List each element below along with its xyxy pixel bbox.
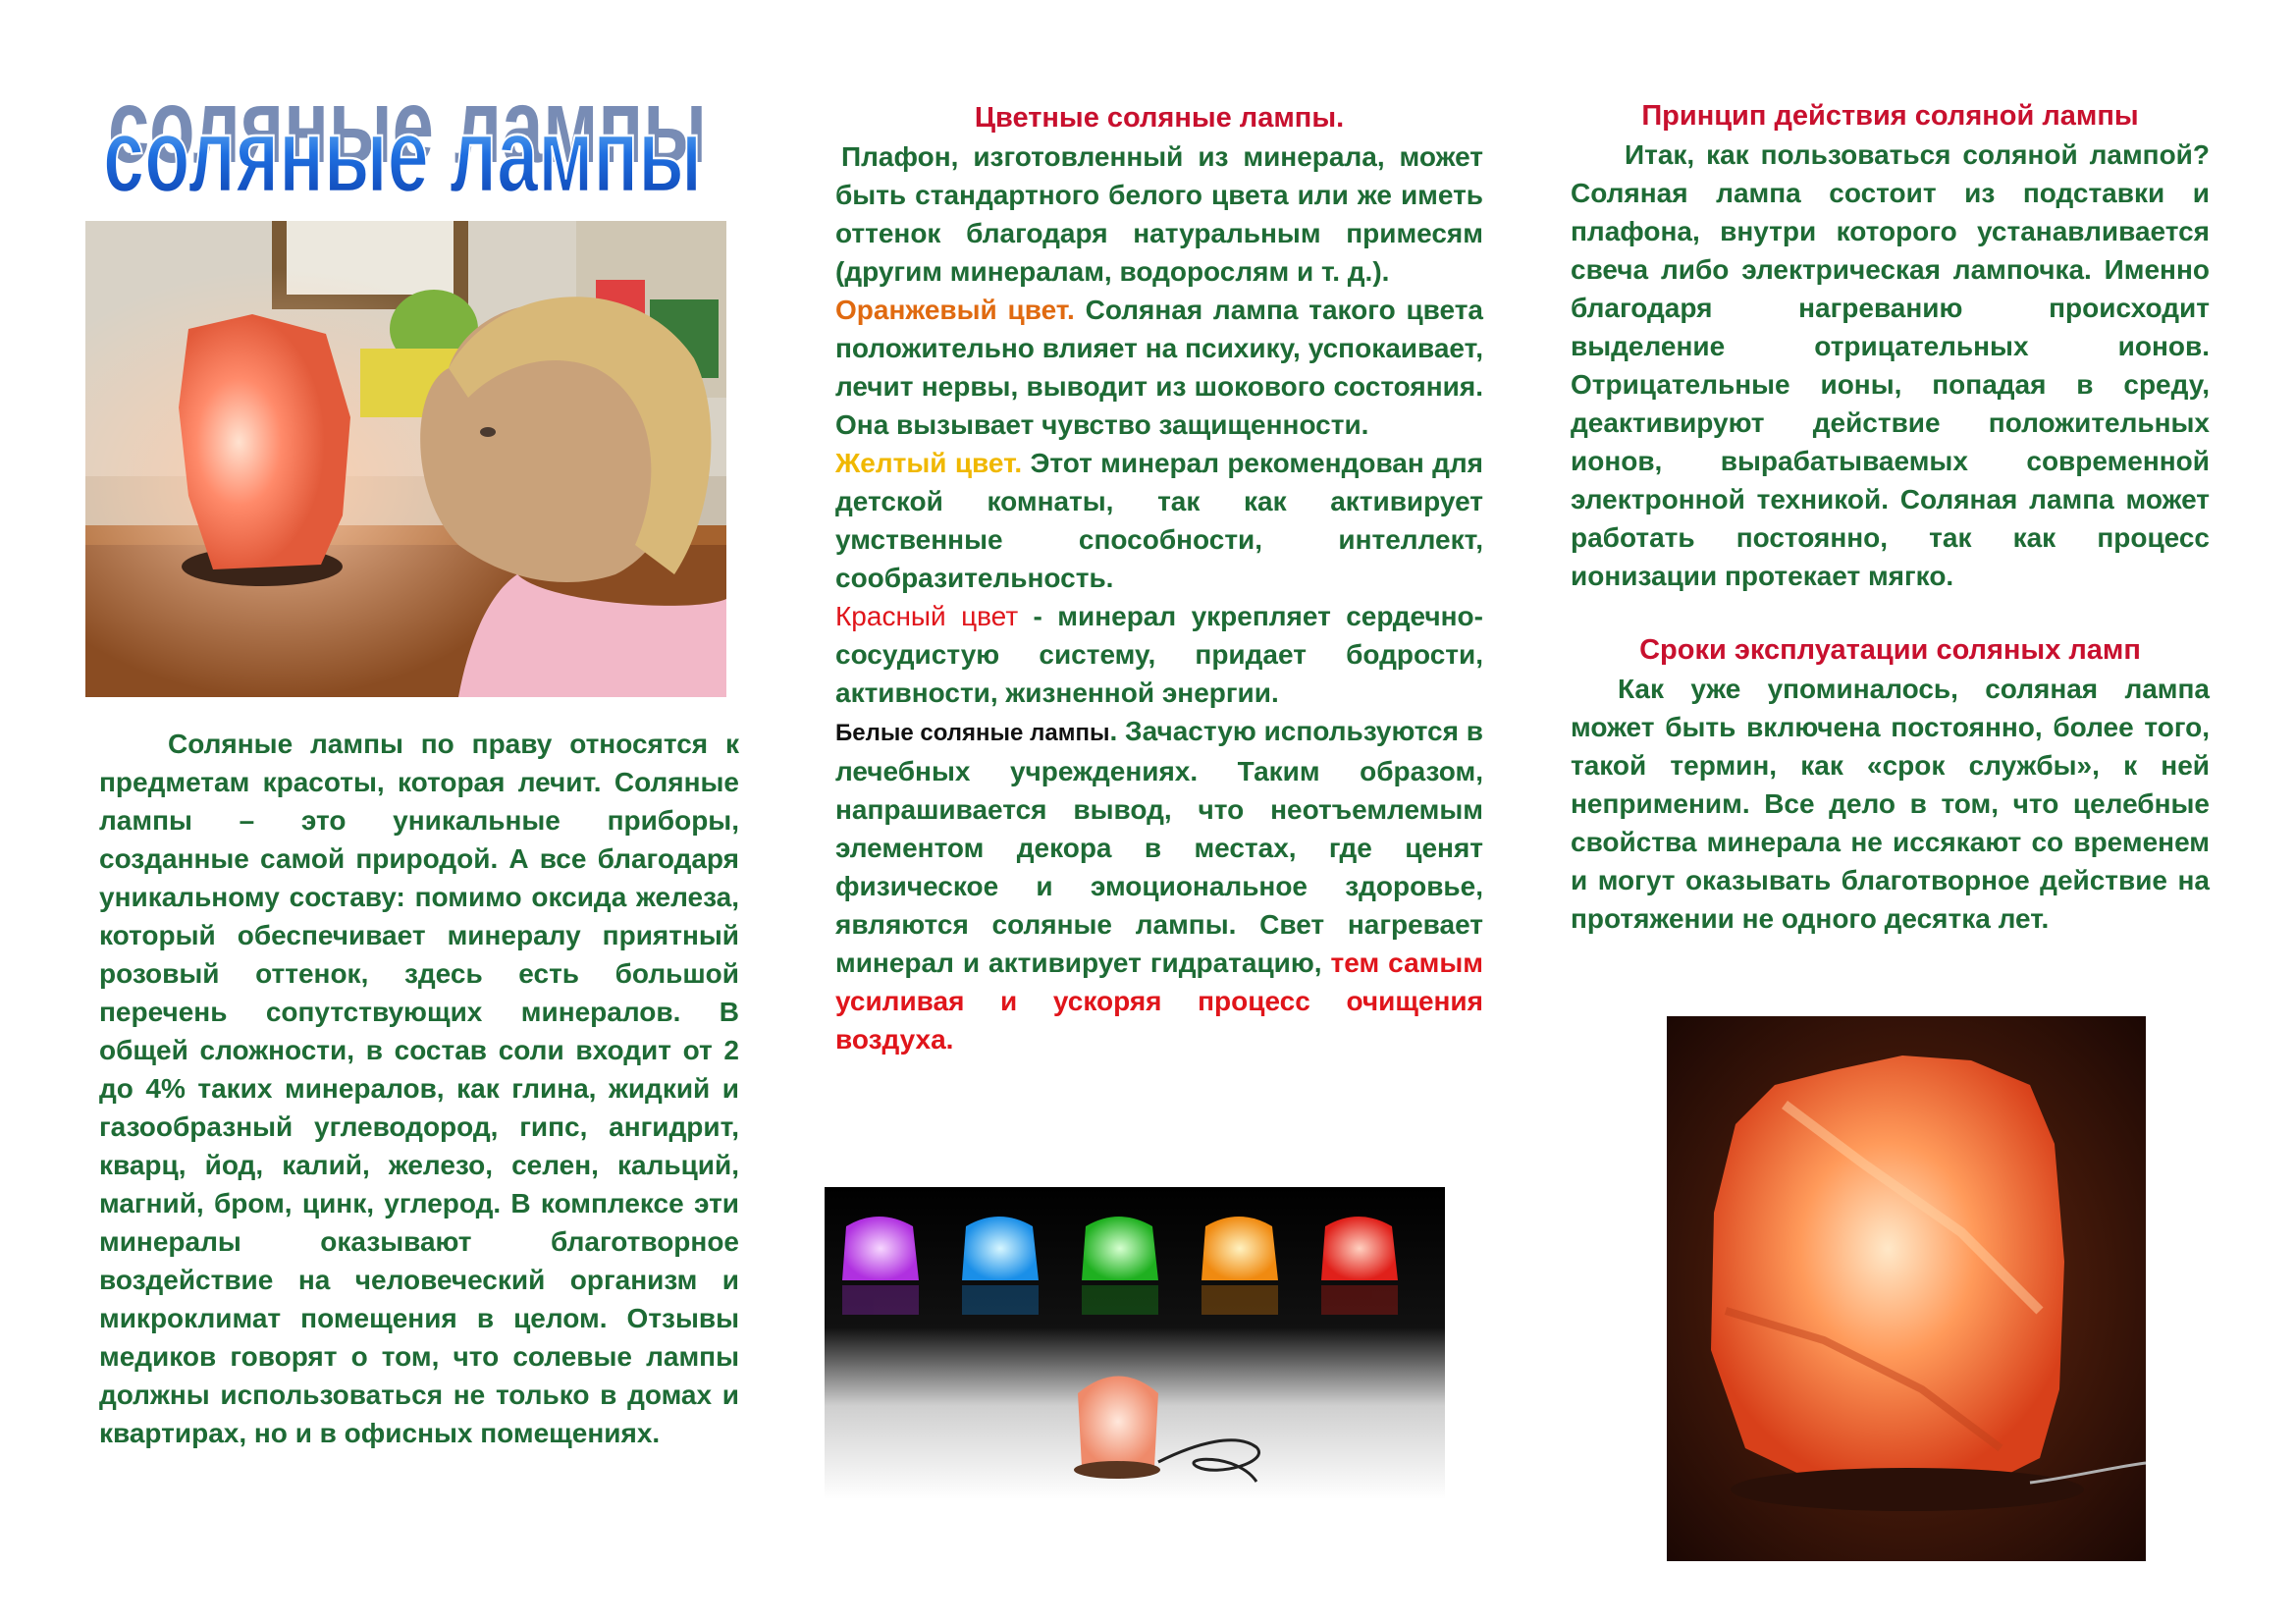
salt-lamp-photo: [1667, 1016, 2146, 1561]
page-title: соляные лампы: [103, 95, 702, 211]
lifetime-paragraph: Как уже упоминалось, соляная лампа может быть включена постоянно, более того, такой термин, как «срок службы», к ней неприменим. Все дело в том, что целебные свойства минерала не иссякают со временем и могут оказывать благотворное действие на протяжении не одного десятка лет.: [1571, 674, 2210, 934]
title-shadow: соляные лампы: [108, 93, 707, 185]
principle-heading: Принцип действия соляной лампы: [1641, 100, 2139, 132]
colored-lamps-text: [835, 137, 1483, 1058]
principle-text: [1571, 135, 2210, 595]
yellow-label: Желтый цвет.: [835, 448, 1023, 478]
right-column: [1571, 96, 2210, 938]
white-label: Белые соляные лампы: [835, 720, 1110, 746]
red-paragraph: [835, 597, 1483, 712]
red-label: Красный цвет: [835, 601, 1019, 631]
left-column: [99, 725, 739, 1452]
red-text: минерал укрепляет сердечно-сосудистую систему, придает бодрости, активности, жизненной энергии.: [835, 601, 1483, 708]
yellow-paragraph: [835, 444, 1483, 597]
plafon-paragraph: Плафон, изготовленный из минерала, может быть стандартного белого цвета или же иметь оттенок благодаря натуральным примесям (другим минералам, водорослям и т. д.).: [835, 141, 1483, 287]
girl-lamp-photo: [85, 221, 726, 697]
principle-paragraph: Итак, как пользоваться соляной лампой? Соляная лампа состоит из подставки и плафона, внутри которого устанавливается свеча либо электрическая лампочка. Именно благодаря нагреванию происходит выделение отрицательных ионов. Отрицательные ионы, попадая в среду, деактивируют действие положительных ионов, вырабатываемых современной электронной техникой. Соляная лампа может работать постоянно, так как процесс ионизации протекает мягко.: [1571, 139, 2210, 591]
colored-lamps-heading: Цветные соляные лампы.: [974, 102, 1345, 134]
yellow-text: Этот минерал рекомендован для детской комнаты, так как активирует умственные способности, интеллект, сообразительность.: [835, 448, 1484, 593]
lifetime-heading: Сроки эксплуатации соляных ламп: [1639, 634, 2141, 666]
middle-column: [835, 98, 1483, 1058]
white-red-text: тем самым усиливая и ускоряя процесс очищения воздуха.: [835, 947, 1483, 1055]
orange-label: Оранжевый цвет.: [835, 295, 1075, 325]
intro-paragraph: Соляные лампы по праву относятся к предметам красоты, которая лечит. Соляные лампы – это уникальные приборы, созданные самой природой. А все благодаря уникальному составу: помимо оксида железа, который обеспечивает минералу приятный розовый оттенок, здесь есть большой перечень сопутствующих минералов. В общей сложности, в состав соли входит от 2 до 4% таких минералов, как глина, жидкий и газообразный углеводород, гипс, ангидрит, кварц, йод, калий, железо, селен, кальций, магний, бром, цинк, углерод. В комплексе эти минералы оказывают благотворное воздействие на человеческий организм и микроклимат помещения в целом. Отзывы медиков говорят о том, что солевые лампы должны использоваться не только в домах и квартирах, но и в офисных помещениях.: [99, 729, 739, 1448]
white-paragraph: [835, 712, 1483, 1058]
lifetime-text: [1571, 670, 2210, 938]
orange-text: Соляная лампа такого цвета положительно влияет на психику, успокаивает, лечит нервы, выводит из шокового состояния. Она вызывает чувство защищенности.: [835, 295, 1483, 440]
red-dash: -: [1018, 601, 1058, 631]
colored-lamps-photo: [825, 1187, 1445, 1499]
white-text: . Зачастую используются в лечебных учреждениях. Таким образом, напрашивается вывод, что неотъемлемым элементом декора в местах, где ценят физическое и эмоциональное здоровье, являются соляные лампы. Свет нагревает минерал и активирует гидратацию,: [835, 716, 1483, 978]
orange-paragraph: [835, 291, 1483, 444]
title-wordart: [93, 93, 712, 211]
